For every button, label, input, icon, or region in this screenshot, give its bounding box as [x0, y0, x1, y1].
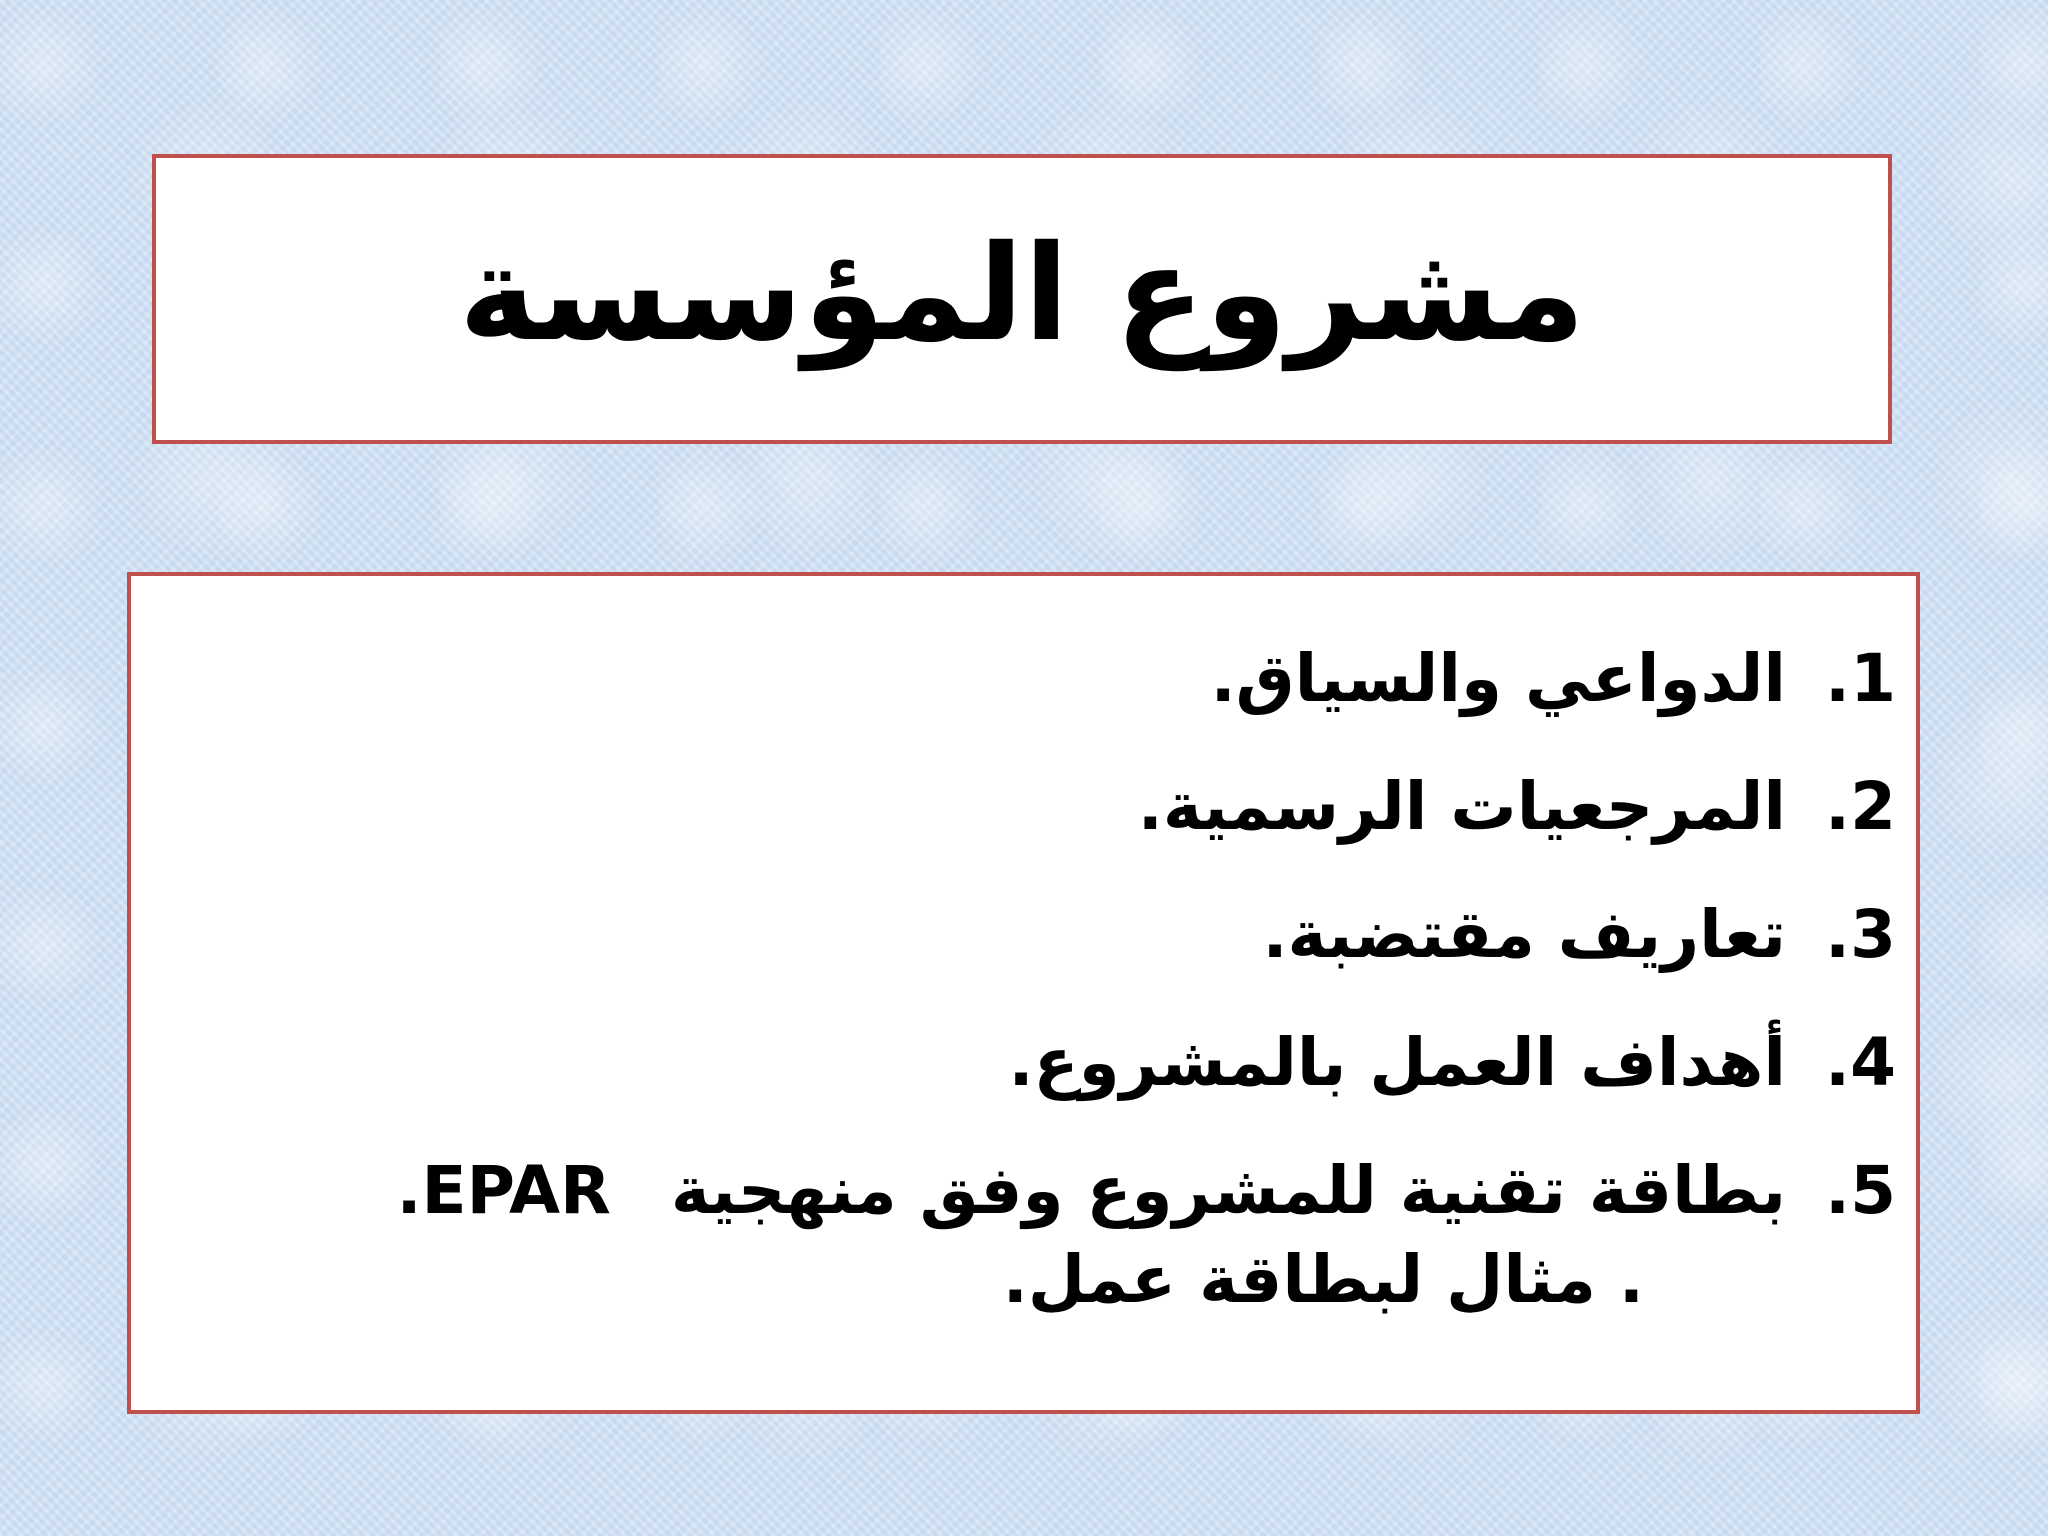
- agenda-item-4: [396, 998, 1896, 1126]
- agenda-item-5: [396, 1126, 1896, 1254]
- agenda-item-3: [396, 870, 1896, 998]
- item-text: أهداف العمل بالمشروع.: [1008, 1023, 1786, 1101]
- sub-line-example: . مثال لبطاقة عمل.: [1002, 1241, 1644, 1318]
- agenda-item-1: [396, 614, 1896, 742]
- agenda-list: [396, 614, 1896, 1254]
- item-number: .3: [1825, 895, 1896, 973]
- item-number: .2: [1825, 767, 1896, 845]
- slide-title: مشروع المؤسسة: [458, 217, 1586, 371]
- item-number: .1: [1825, 639, 1896, 717]
- item-text: المرجعيات الرسمية.: [1137, 767, 1786, 845]
- item-text: تعاريف مقتضبة.: [1262, 895, 1786, 973]
- item-text: بطاقة تقنية للمشروع وفق منهجية: [670, 1151, 1786, 1229]
- title-box: [152, 154, 1892, 444]
- item-text: الدواعي والسياق.: [1210, 639, 1786, 717]
- agenda-item-2: [396, 742, 1896, 870]
- content-box: [127, 572, 1920, 1414]
- item-suffix-epar: .EPAR: [396, 1151, 611, 1229]
- item-number: .4: [1825, 1023, 1896, 1101]
- item-number: .5: [1825, 1151, 1896, 1229]
